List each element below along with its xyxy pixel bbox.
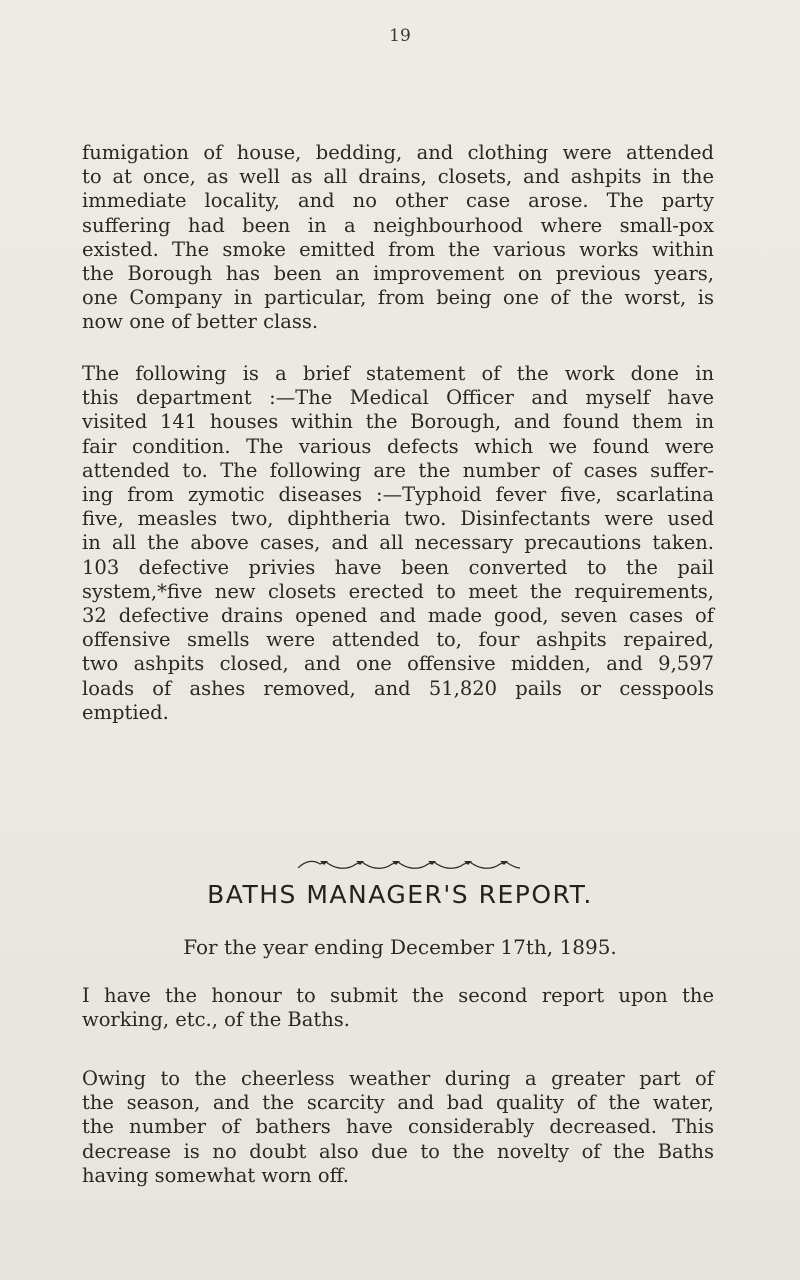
paragraph-bathers-decrease — [82, 1067, 714, 1188]
text-line: 32 defective drains opened and made good, seven cases of — [82, 604, 714, 628]
text-line: the Borough has been an improvement on previous years, — [82, 262, 714, 286]
text-line: I have the honour to submit the second report upon the — [82, 984, 714, 1007]
decorative-rule-ornament — [296, 856, 522, 872]
text-line: one Company in particular, from being one of the worst, is — [82, 286, 714, 310]
text-line: emptied. — [82, 700, 169, 724]
text-line: the number of bathers have considerably decreased. This — [82, 1115, 714, 1139]
text-line: two ashpits closed, and one offensive midden, and 9,597 — [82, 652, 714, 676]
text-line: existed. The smoke emitted from the various works within — [82, 237, 714, 261]
text-line: suffering had been in a neighbourhood where small-pox — [82, 213, 714, 237]
text-line: visited 141 houses within the Borough, and found them in — [82, 410, 714, 434]
text-line: The following is a brief statement of the work done in — [82, 362, 714, 385]
text-line: attended to. The following are the number of cases suffer- — [82, 458, 714, 482]
text-line: having somewhat worn off. — [82, 1163, 349, 1187]
text-line: this department :—The Medical Officer and myself have — [82, 386, 714, 410]
text-line: five, measles two, diphtheria two. Disinfectants were used — [82, 507, 714, 531]
text-line: system,*five new closets erected to meet the requirements, — [82, 579, 714, 603]
text-line: offensive smells were attended to, four ashpits repaired, — [82, 628, 714, 652]
section-heading: BATHS MANAGER'S REPORT. — [207, 880, 593, 909]
text-line: fair condition. The various defects which we found were — [82, 434, 714, 458]
section-subheading: For the year ending December 17th, 1895. — [183, 935, 617, 959]
text-line: 103 defective privies have been converted to the pail — [82, 555, 714, 579]
text-line: in all the above cases, and all necessary precautions taken. — [82, 531, 714, 555]
paragraph-report-intro — [82, 984, 714, 1032]
text-line: fumigation of house, bedding, and clothing were attended — [82, 141, 714, 164]
text-line: ing from zymotic diseases :—Typhoid fever five, scarlatina — [82, 483, 714, 507]
paragraph-work-statement — [82, 362, 714, 725]
paragraph-fumigation — [82, 141, 714, 335]
text-line: to at once, as well as all drains, closets, and ashpits in the — [82, 165, 714, 189]
page-number: 19 — [389, 26, 411, 46]
text-line: the season, and the scarcity and bad quality of the water, — [82, 1091, 714, 1115]
text-line: loads of ashes removed, and 51,820 pails or cesspools — [82, 676, 714, 700]
text-line: Owing to the cheerless weather during a greater part of — [82, 1067, 714, 1090]
text-line: now one of better class. — [82, 310, 319, 334]
text-line: working, etc., of the Baths. — [82, 1008, 350, 1032]
text-line: immediate locality, and no other case arose. The party — [82, 189, 714, 213]
text-line: decrease is no doubt also due to the novelty of the Baths — [82, 1139, 714, 1163]
